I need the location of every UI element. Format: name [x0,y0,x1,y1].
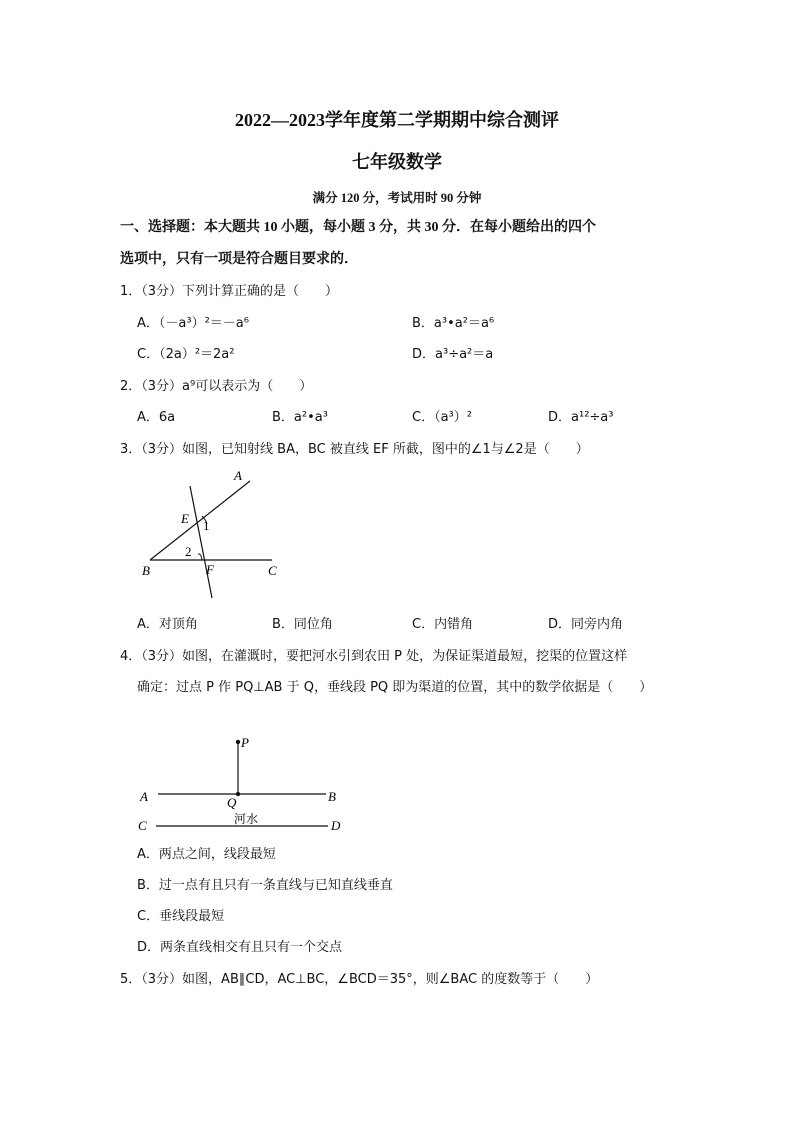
question-4-line2: 确定：过点 P 作 PQ⊥AB 于 Q，垂线段 PQ 即为渠道的位置，其中的数学依据是（ ） [137,680,653,695]
q3-option-c[interactable]: C．内错角 [412,617,474,632]
q1-option-b[interactable]: B．a³•a²＝a⁶ [412,316,495,331]
label-angle-2: 2 [185,544,192,559]
question-number: 3． [120,442,142,457]
label-b: B [142,563,150,578]
river-label: 河水 [234,812,259,826]
q1-option-a[interactable]: A．（－a³）²＝－a⁶ [137,316,249,331]
label-f: F [206,562,214,577]
q2-option-d[interactable]: D．a¹²÷a³ [548,410,614,425]
label-a: A [234,468,242,483]
label-c: C [138,818,147,833]
q3-option-d[interactable]: D．同旁内角 [548,617,624,632]
q2-option-c[interactable]: C．（a³）² [412,410,472,425]
label-b: B [328,789,336,804]
q2-option-b[interactable]: B．a²•a³ [272,410,328,425]
q3-figure [130,462,300,604]
point-q [236,792,240,796]
question-1 [120,280,338,299]
question-4 [120,645,627,664]
question-stem: （3分）如图，AB∥CD，AC⊥BC，∠BCD＝35°，则∠BAC 的度数等于（ ） [141,972,599,987]
label-c: C [268,563,277,578]
section-heading-line2: 选项中，只有一项是符合题目要求的． [120,252,358,267]
q4-figure [130,730,350,836]
question-number: 1． [120,284,142,299]
question-stem-line1: （3分）如图，在灌溉时，要把河水引到农田 P 处，为保证渠道最短，挖渠的位置这样 [141,649,628,664]
question-number: 4． [120,649,142,664]
label-p: P [241,735,249,750]
q3-option-a[interactable]: A．对顶角 [137,617,198,632]
q4-option-d[interactable]: D．两条直线相交有且只有一个交点 [137,940,343,955]
label-q: Q [227,795,237,810]
q2-option-a[interactable]: A．6a [137,410,176,425]
section-heading-line1: 一、选择题：本大题共 10 小题，每小题 3 分，共 30 分．在每小题给出的四个 [120,220,596,235]
question-number: 2． [120,379,142,394]
line-ef [190,486,212,598]
q1-option-c[interactable]: C．（2a）²＝2a² [137,347,235,362]
question-stem: （3分）如图，已知射线 BA，BC 被直线 EF 所截，图中的∠1与∠2是（ ） [141,442,589,457]
question-3 [120,438,589,457]
exam-subject: 七年级数学 [352,152,442,172]
question-stem: （3分）下列计算正确的是（ ） [141,284,339,299]
q1-option-d[interactable]: D．a³÷a²＝a [412,347,494,362]
question-number: 5． [120,972,142,987]
exam-info: 满分 120 分，考试用时 90 分钟 [312,191,482,205]
label-e: E [181,511,189,526]
angle-2-arc [198,554,202,560]
label-angle-1: 1 [203,518,210,533]
q4-option-a[interactable]: A．两点之间，线段最短 [137,847,276,862]
ray-ba [150,481,250,560]
question-2 [120,375,312,394]
q4-option-b[interactable]: B．过一点有且只有一条直线与已知直线垂直 [137,878,393,893]
q3-option-b[interactable]: B．同位角 [272,617,333,632]
exam-title: 2022—2023学年度第二学期期中综合测评 [235,110,559,130]
question-5 [120,968,598,987]
q4-option-c[interactable]: C．垂线段最短 [137,909,225,924]
label-d: D [331,818,341,833]
question-stem: （3分）a⁹可以表示为（ ） [141,379,313,394]
label-a: A [140,789,148,804]
